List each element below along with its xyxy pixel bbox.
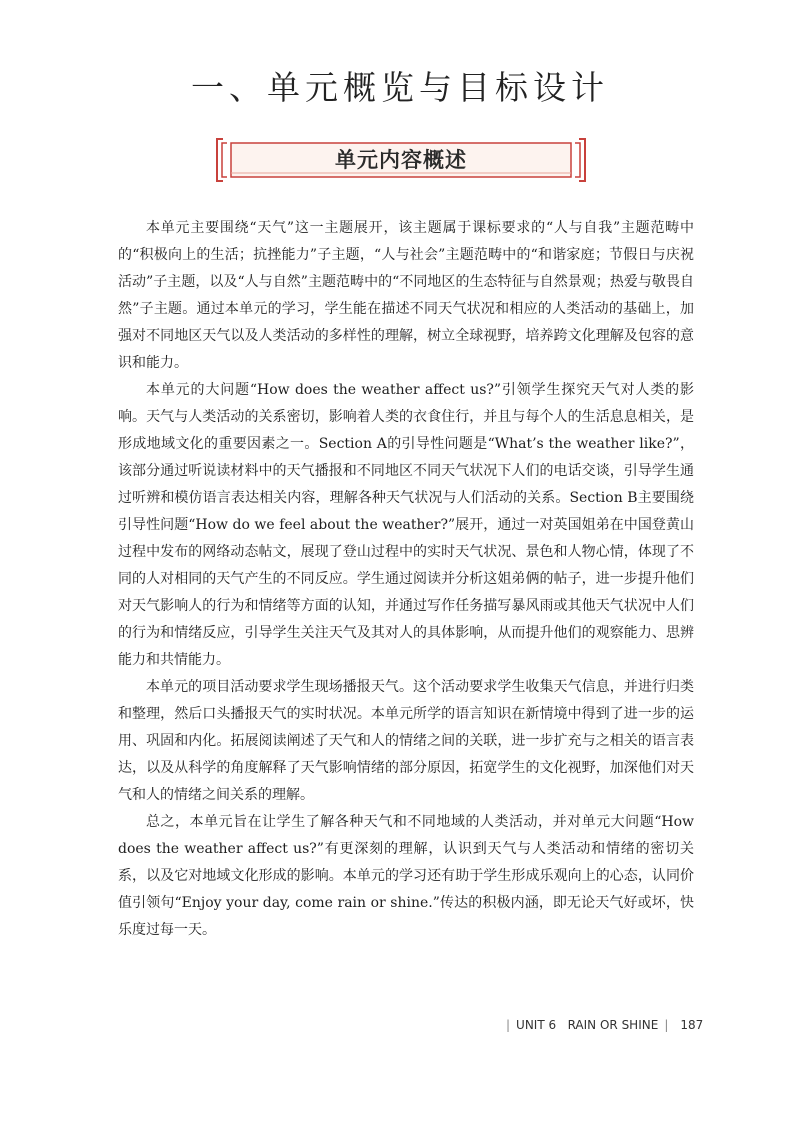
section-banner [211,135,591,185]
footer-unit: UNIT 6 [516,1018,557,1032]
chapter-title: 一、单元概览与目标设计 [191,68,609,108]
footer-separator: | [506,1018,511,1032]
paragraph: 总之，本单元旨在让学生了解各种天气和不同地域的人类活动，并对单元大问题“How does the weather affect us?”有更深刻的理解，认识到天气与人类活动和情绪的密切关系，以及它对地域文化形成的影响。本单元的学习还有助于学生形成乐观向上的心态，认同价值引领句“Enjoy your day, come rain or shine.”传达的积极内涵，即无论天气好或坏，快乐度过每一天。 [118,814,694,938]
body-text [118,215,694,944]
footer-separator: | [664,1018,669,1032]
paragraph: 本单元的项目活动要求学生现场播报天气。这个活动要求学生收集天气信息，并进行归类和整理，然后口头播报天气的实时状况。本单元所学的语言知识在新情境中得到了进一步的运用、巩固和内化。拓展阅读阐述了天气和人的情绪之间的关联，进一步扩充与之相关的语言表达，以及从科学的角度解释了天气影响情绪的部分原因，拓宽学生的文化视野，加深他们对天气和人的情绪之间关系的理解。 [118,679,694,803]
page-footer [500,1018,720,1032]
page-number: 187 [680,1018,704,1032]
paragraph: 本单元主要围绕“天气”这一主题展开，该主题属于课标要求的“人与自我”主题范畴中的“积极向上的生活；抗挫能力”子主题，“人与社会”主题范畴中的“和谐家庭；节假日与庆祝活动”子主题，以及“人与自然”主题范畴中的“不同地区的生态特征与自然景观；热爱与敬畏自然”子主题。通过本单元的学习，学生能在描述不同天气状况和相应的人类活动的基础上，加强对不同地区天气以及人类活动的多样性的理解，树立全球视野，培养跨文化理解及包容的意识和能力。 [118,220,694,371]
footer-unit-title: RAIN OR SHINE [567,1018,659,1032]
section-title: 单元内容概述 [335,148,467,172]
paragraph: 本单元的大问题“How does the weather affect us?”引领学生探究天气对人类的影响。天气与人类活动的关系密切，影响着人类的衣食住行，并且与每个人的生活息息相关，是形成地域文化的重要因素之一。Section A的引导性问题是“What’s the weather like?”，该部分通过听说读材料中的天气播报和不同地区不同天气状况下人们的电话交谈，引导学生通过听辨和模仿语言表达相关内容，理解各种天气状况与人们活动的关系。Section B主要围绕引导性问题“How do we feel about the weather?”展开，通过一对英国姐弟在中国登黄山过程中发布的网络动态帖文，展现了登山过程中的实时天气状况、景色和人物心情，体现了不同的人对相同的天气产生的不同反应。学生通过阅读并分析这姐弟俩的帖子，进一步提升他们对天气影响人的行为和情绪等方面的认知，并通过写作任务描写暴风雨或其他天气状况中人们的行为和情绪反应，引导学生关注天气及其对人的具体影响，从而提升他们的观察能力、思辨能力和共情能力。 [118,382,694,668]
